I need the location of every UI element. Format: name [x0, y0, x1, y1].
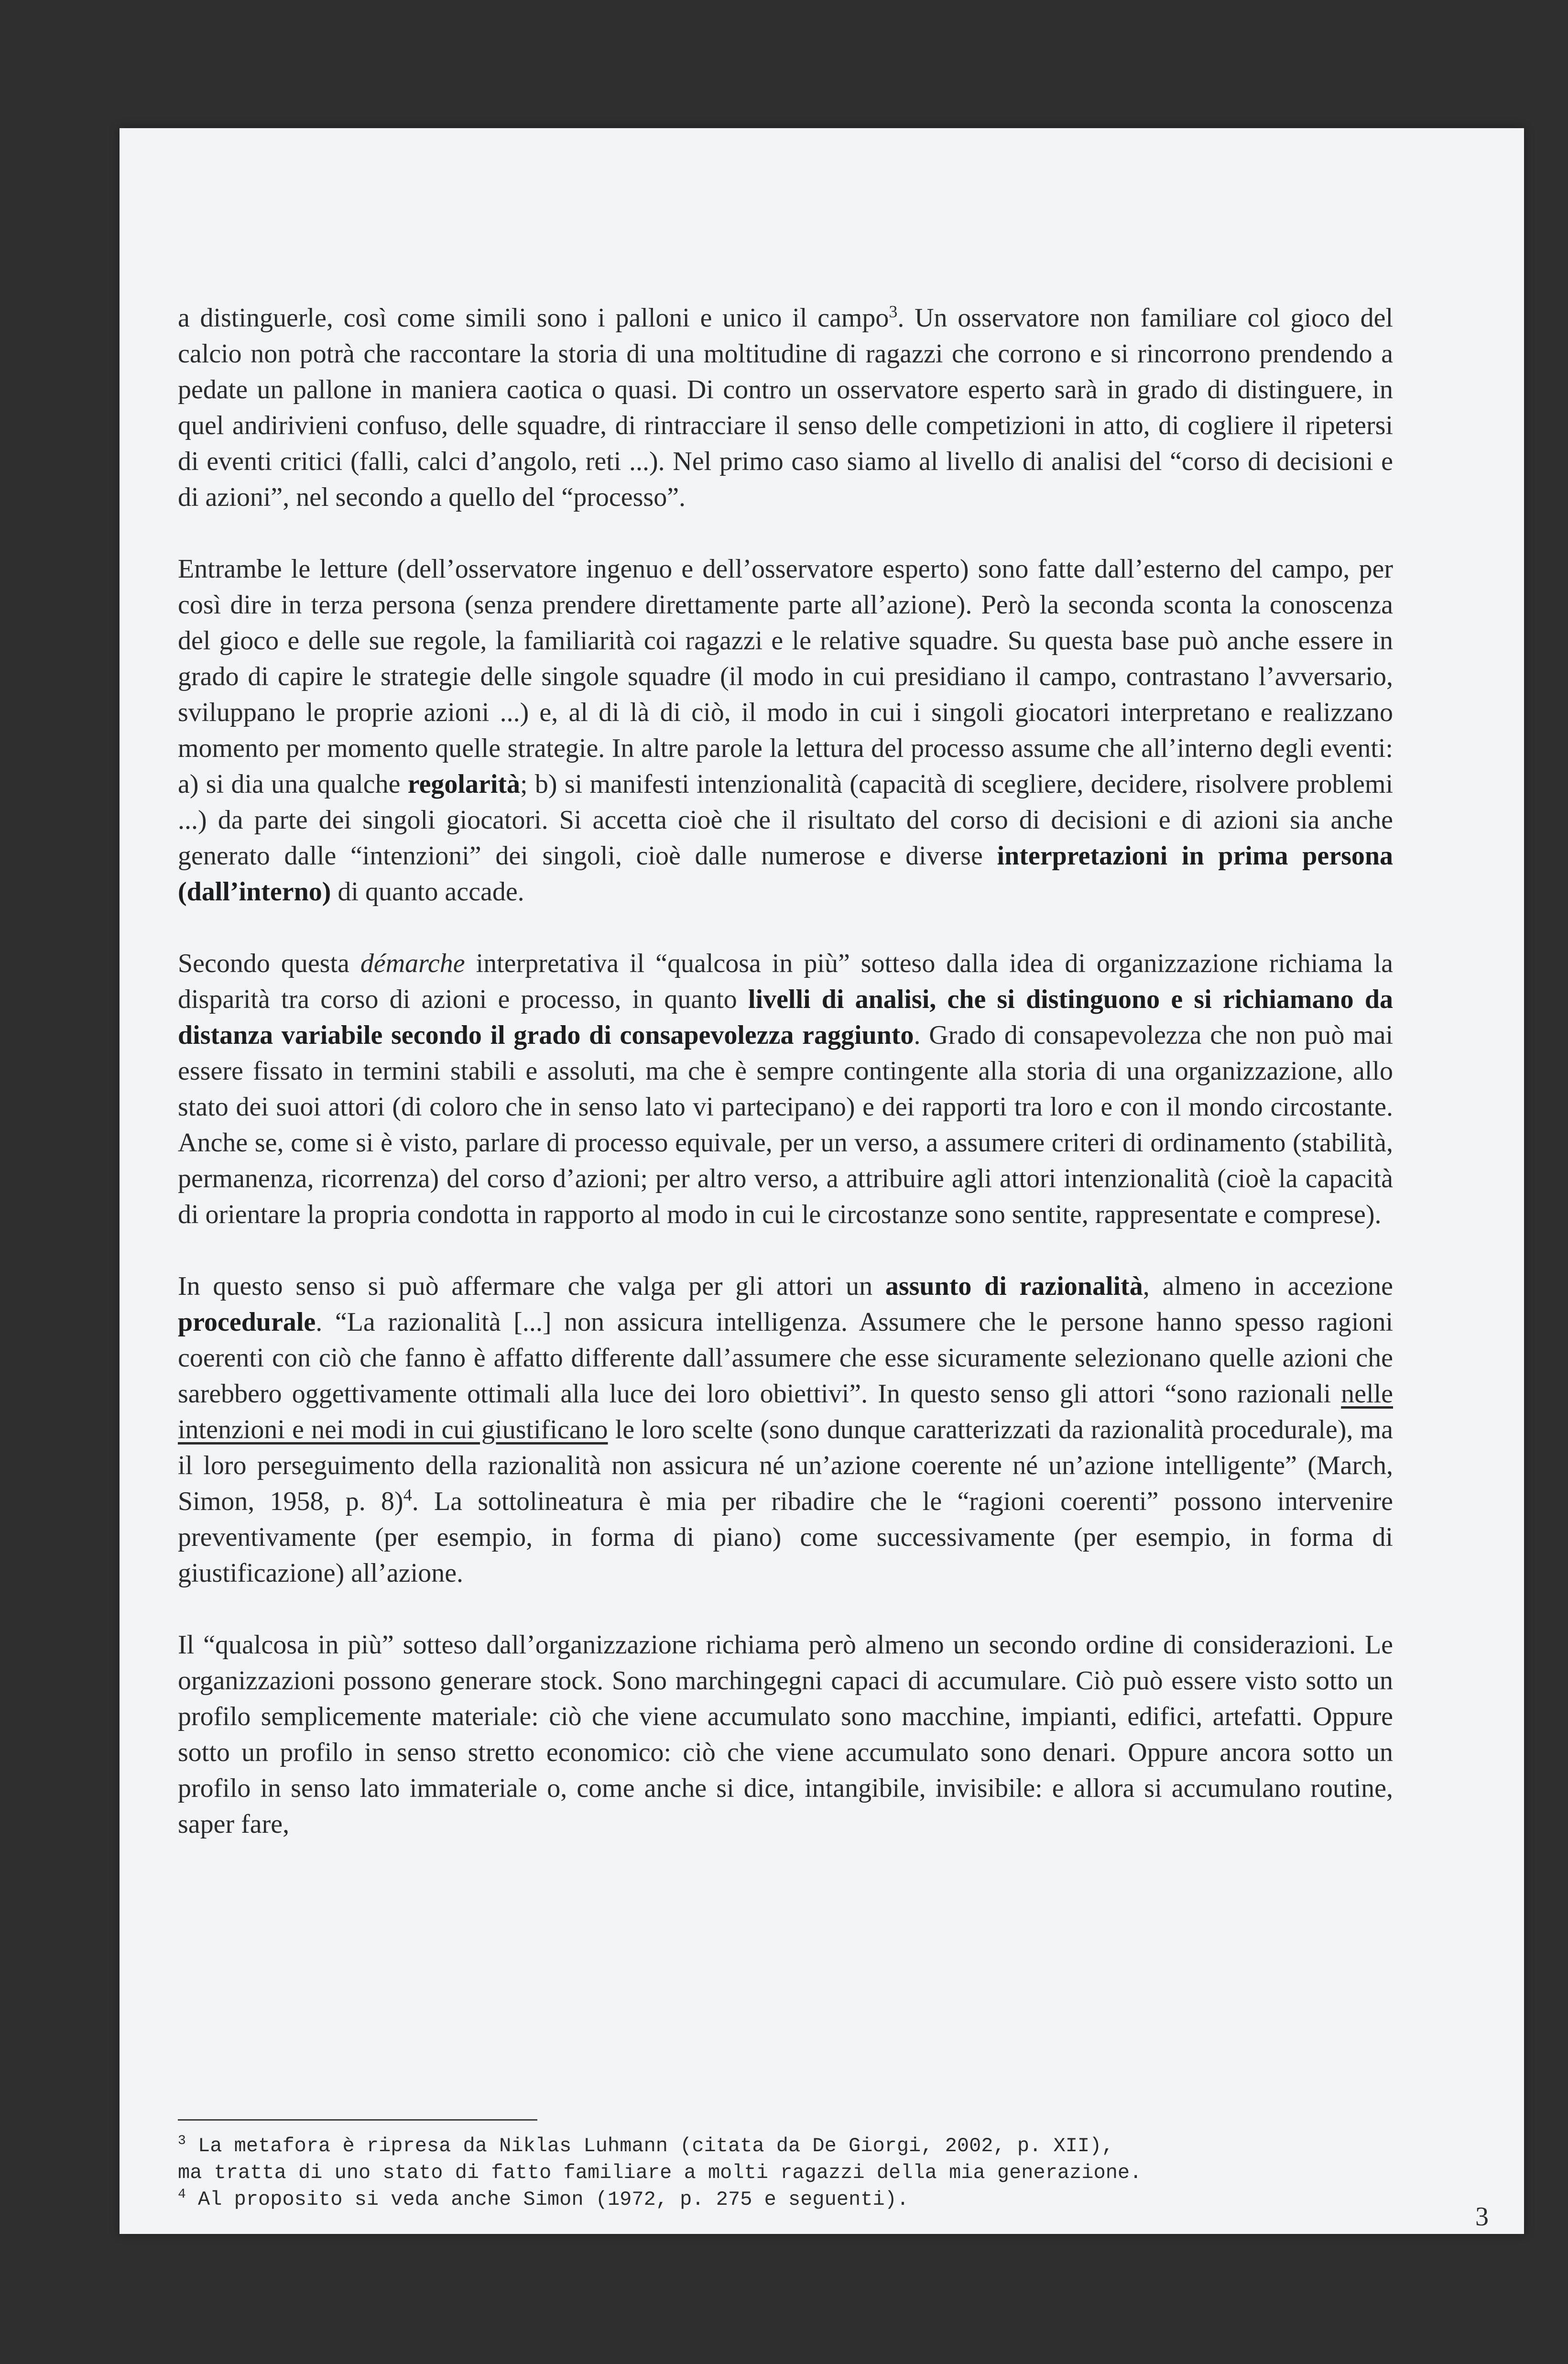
- footnote-reference: 3: [889, 302, 898, 321]
- paragraph-5: [178, 1627, 1393, 1842]
- text-run: livelli di analisi, che si distinguono e si richiamano da distanza variabile secondo il grado di consapevolezza raggiunto: [178, 985, 1393, 1050]
- text-run: a distinguerle, così come simili sono i palloni e unico il campo: [178, 303, 889, 333]
- text-run: ; b) si manifesti intenzionalità (capacità di scegliere, decidere, risolvere problemi ...) da parte dei singoli giocatori. Si accetta cioè che il risultato del corso di decisioni e di azioni sia anche generato dalle “intenzioni” dei singoli, cioè dalle numerose e diverse: [178, 769, 1394, 871]
- text-run: le loro scelte (sono dunque caratterizzati da razionalità procedurale), ma il loro perseguimento della razionalità non assicura né un’azione coerente né un’azione intelligente” (March, Simon, 1958, p. 8): [178, 1415, 1393, 1516]
- paragraph-2: [178, 551, 1393, 910]
- text-run: regolarità: [407, 769, 521, 799]
- text-run: . Grado di consapevolezza che non può mai essere fissato in termini stabili e assoluti, ma che è sempre contingente alla storia di una organizzazione, allo stato dei suoi attori (di coloro che in senso lato vi partecipano) e dei rapporti tra loro e con il mondo circostante. Anche se, come si è visto, parlare di processo equivale, per un verso, a assumere criteri di ordinamento (stabilità, permanenza, ricorrenza) del corso d’azioni; per altro verso, a attribuire agli attori intenzionalità (cioè la capacità di orientare la propria condotta in rapporto al modo in cui le circostanze sono sentite, rappresentate e comprese).: [178, 1020, 1393, 1229]
- footnote-mark: 3: [178, 2134, 186, 2148]
- text-run: . La sottolineatura è mia per ribadire che le “ragioni coerenti” possono intervenire preventivamente (per esempio, in forma di piano) come successivamente (per esempio, in forma di giustificazione) all’azione.: [178, 1487, 1393, 1588]
- text-run: Secondo questa: [178, 949, 360, 978]
- footnote-text: La metafora è ripresa da Niklas Luhmann (citata da De Giorgi, 2002, p. XII),: [185, 2134, 1114, 2157]
- text-run: nelle intenzioni e nei modi in cui giustificano: [178, 1379, 1393, 1445]
- text-run: assunto di razionalità: [885, 1271, 1143, 1301]
- footnote-text: Al proposito si veda anche Simon (1972, p. 275 e seguenti).: [185, 2188, 909, 2211]
- paragraph-4: [178, 1269, 1393, 1591]
- paragraph-1: [178, 300, 1393, 515]
- text-run: di quanto accade.: [331, 877, 524, 907]
- footnote-reference: 4: [403, 1485, 412, 1505]
- text-run: . Un osservatore non familiare col gioco del calcio non potrà che raccontare la storia di una moltitudine di ragazzi che corrono e si rincorrono prendendo a pedate un pallone in maniera caotica o quasi. Di contro un osservatore esperto sarà in grado di distinguere, in quel andirivieni confuso, delle squadre, di rintracciare il senso delle competizioni in atto, di cogliere il ripetersi di eventi critici (falli, calci d’angolo, reti ...). Nel primo caso siamo al livello di analisi del “corso di decisioni e di azioni”, nel secondo a quello del “processo”.: [178, 303, 1394, 512]
- text-run: procedurale: [178, 1307, 316, 1337]
- text-run: , almeno in accezione: [1143, 1271, 1394, 1301]
- footnote-separator: [178, 2119, 537, 2121]
- footnote-text: ma tratta di uno stato di fatto familiare a molti ragazzi della mia generazione.: [178, 2161, 1142, 2184]
- page-number: 3: [1475, 2202, 1489, 2232]
- footnote-mark: 4: [178, 2187, 186, 2202]
- footnote-line: [178, 2133, 1402, 2159]
- footnote-line: [178, 2159, 1402, 2186]
- paragraph-3: [178, 946, 1393, 1233]
- text-run: Entrambe le letture (dell’osservatore ingenuo e dell’osservatore esperto) sono fatte dall’esterno del campo, per così dire in terza persona (senza prendere direttamente parte all’azione). Però la seconda sconta la conoscenza del gioco e delle sue regole, la familiarità coi ragazzi e le relative squadre. Su questa base può anche essere in grado di capire le strategie delle singole squadre (il modo in cui presidiano il campo, contrastano l’avversario, sviluppano le proprie azioni ...) e, al di là di ciò, il modo in cui i singoli giocatori interpretano e realizzano momento per momento quelle strategie. In altre parole la lettura del processo assume che all’interno degli eventi: a) si dia una qualche: [178, 554, 1393, 799]
- body-text: [178, 300, 1393, 1842]
- footnotes: [178, 2133, 1402, 2213]
- text-run: démarche: [360, 949, 465, 978]
- text-run: . “La razionalità [...] non assicura intelligenza. Assumere che le persone hanno spesso ragioni coerenti con ciò che fanno è affatto differente dall’assumere che esse sicuramente selezionano quelle azioni che sarebbero oggettivamente ottimali alla luce dei loro obiettivi”. In questo senso gli attori “sono razionali: [178, 1307, 1393, 1409]
- text-run: In questo senso si può affermare che valga per gli attori un: [178, 1271, 885, 1301]
- text-run: interpretativa il “qualcosa in più” sotteso dalla idea di organizzazione richiama la disparità tra corso di azioni e processo, in quanto: [178, 949, 1393, 1014]
- footnote-line: [178, 2186, 1402, 2213]
- text-run: Il “qualcosa in più” sotteso dall’organizzazione richiama però almeno un secondo ordine di considerazioni. Le organizzazioni possono generare stock. Sono marchingegni capaci di accumulare. Ciò può essere visto sotto un profilo semplicemente materiale: ciò che viene accumulato sono macchine, impianti, edifici, artefatti. Oppure sotto un profilo in senso stretto economico: ciò che viene accumulato sono denari. Oppure ancora sotto un profilo in senso lato immateriale o, come anche si dice, intangibile, invisibile: e allora si accumulano routine, saper fare,: [178, 1630, 1393, 1839]
- document-page: [120, 128, 1524, 2234]
- text-run: interpretazioni in prima persona (dall’interno): [178, 841, 1394, 907]
